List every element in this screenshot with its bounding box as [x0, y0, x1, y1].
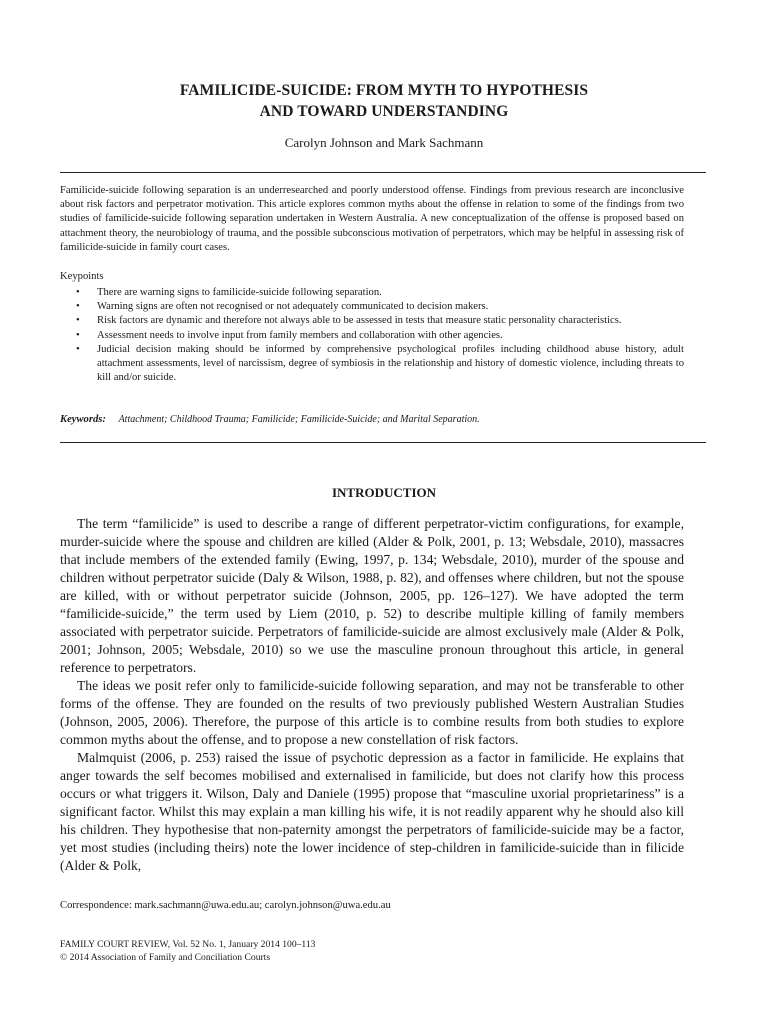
keypoint-item — [60, 300, 684, 314]
article-title — [0, 80, 768, 122]
keypoint-text: Judicial decision making should be informed by comprehensive psychological profiles including childhood abuse history, adult attachment assessments, level of narcissism, degree of symbiosis in the relationship and history of domestic violence, including threats to kill and/or suicide. — [97, 343, 684, 384]
keypoints-list — [60, 286, 684, 385]
bullet-icon: • — [76, 329, 80, 341]
keypoint-text: There are warning signs to familicide-suicide following separation. — [97, 287, 382, 298]
keywords-values: Attachment; Childhood Trauma; Familicide; Familicide-Suicide; and Marital Separation. — [118, 414, 480, 425]
bullet-icon: • — [76, 315, 80, 327]
copyright-line: © 2014 Association of Family and Conciliation Courts — [60, 952, 271, 963]
body-paragraph: The term “familicide” is used to describe a range of different perpetrator-victim configurations, for example, murder-suicide where the spouse and children are killed (Alder & Polk, 2001, p. 13; Websdale, 2010), massacres that include members of the extended family (Ewing, 1997, p. 134; Websdale, 2010), murder of the spouse and children without perpetrator suicide (Daly & Wilson, 1988, p. 82), and offenses where children, but not the spouse are killed, with or without perpetrator suicide (Johnson, 2005, pp. 126–127). We have adopted the term “familicide-suicide,” the term used by Liem (2010, p. 52) to describe multiple killing of family members associated with perpetrator suicide. Perpetrators of familicide-suicide are almost exclusively male (Alder & Polk, 2001; Johnson, 2005; Websdale, 2010) so we use the masculine pronoun throughout this article, in general reference to perpetrators. — [60, 516, 684, 675]
keywords-line — [60, 414, 480, 425]
bullet-icon: • — [76, 343, 80, 355]
keypoint-text: Warning signs are often not recognised or not adequately communicated to decision makers. — [97, 301, 489, 313]
body-paragraph: The ideas we posit refer only to familicide-suicide following separation, and may not be transferable to other forms of the offense. They are founded on the results of two previously published Western Australian Studies (Johnson, 2005, 2006). Therefore, the purpose of this article is to combine results from both studies to explore common myths about the offense, and to propose a new constellation of risk factors. — [60, 678, 684, 747]
title-line-1: FAMILICIDE-SUICIDE: FROM MYTH TO HYPOTHESIS — [179, 82, 589, 99]
introduction-body — [60, 515, 684, 875]
keypoint-item — [60, 343, 684, 386]
abstract-top-divider — [60, 172, 706, 173]
keypoint-item — [60, 314, 684, 328]
keypoint-text: Risk factors are dynamic and therefore not always able to be assessed in tests that measure static personality characteristics. — [97, 315, 622, 327]
keypoint-item — [60, 329, 684, 343]
author-names: Carolyn Johnson and Mark Sachmann — [284, 135, 484, 150]
keypoints-heading: Keypoints — [60, 271, 104, 282]
journal-citation: FAMILY COURT REVIEW, Vol. 52 No. 1, January 2014 100–113 — [60, 939, 316, 950]
title-line-2: AND TOWARD UNDERSTANDING — [259, 103, 509, 120]
correspondence-note: Correspondence: mark.sachmann@uwa.edu.au; carolyn.johnson@uwa.edu.au — [60, 900, 391, 911]
abstract-text: Familicide-suicide following separation is an underresearched and poorly understood offense. Findings from previous research are inconclusive about risk factors and perpetrator motivation. This article explores common myths about the offense in relation to some of the findings from two studies of familicide-suicide following separation undertaken in Western Australia. A new conceptualization of the offense is proposed based on attachment theory, the neurobiology of trauma, and the possible subconscious motivation of perpetrators, which may be helpful in assessing risk of familicide-suicide in family court cases. — [60, 185, 684, 253]
keypoint-text: Assessment needs to involve input from family members and collaboration with other agencies. — [97, 329, 503, 341]
bullet-icon: • — [76, 287, 80, 298]
bullet-icon: • — [76, 301, 80, 313]
abstract-bottom-divider — [60, 442, 706, 443]
keywords-label: Keywords: — [60, 414, 106, 425]
keypoint-item — [60, 286, 684, 300]
journal-footer — [60, 938, 315, 964]
body-paragraph: Malmquist (2006, p. 253) raised the issue of psychotic depression as a factor in familicide. He explains that anger towards the self becomes mobilised and externalised in familicide, but does not clarify how this process occurs or what triggers it. Wilson, Daly and Daniele (1995) propose that “masculine uxorial proprietariness” is a significant factor. Whilst this may explain a man killing his wife, it is not readily apparent why he should also kill his children. They hypothesise that non-paternity amongst the perpetrators of familicide-suicide may be a factor, yet most studies (including theirs) note the lower incidence of step-children in familicide-suicide than in filicide (Alder & Polk, — [60, 750, 684, 873]
section-heading-introduction: INTRODUCTION — [331, 485, 436, 500]
